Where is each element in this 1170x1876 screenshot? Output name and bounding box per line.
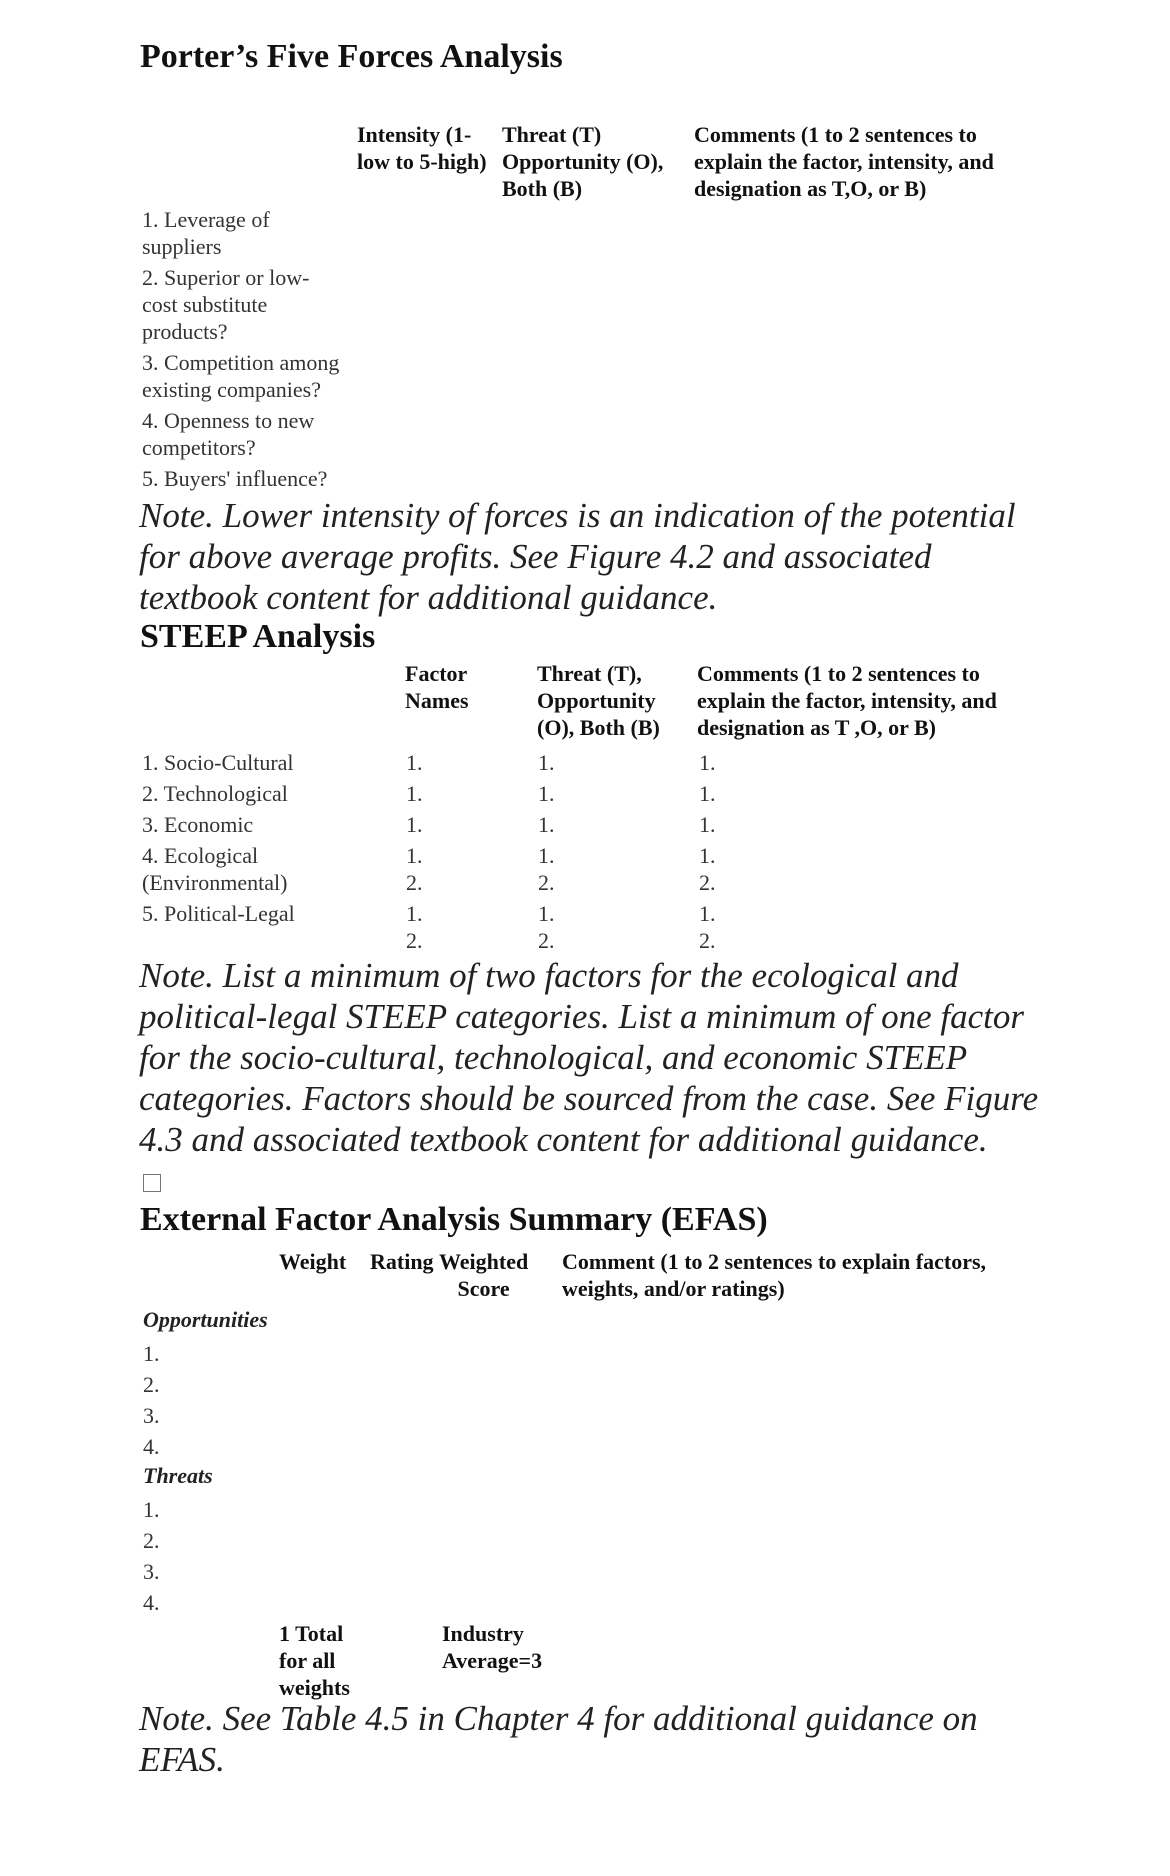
porter-col-threat: [502, 121, 663, 202]
steep-col-comments-line: explain the factor, intensity, and: [697, 688, 997, 713]
efas-threat-item: 3.: [143, 1559, 160, 1584]
efas-col-comment-line: Comment (1 to 2 sentences to explain factors,: [562, 1249, 987, 1274]
porter-title: Porter’s Five Forces Analysis: [140, 38, 563, 75]
steep-title: STEEP Analysis: [140, 618, 376, 655]
efas-note-line: Note. See Table 4.5 in Chapter 4 for additional guidance on: [139, 1699, 978, 1738]
efas-total-line: 1 Total: [279, 1621, 344, 1646]
steep-threat-item: 1.: [538, 843, 555, 868]
steep-factor-cell: [406, 900, 423, 954]
porter-note-line: textbook content for additional guidance.: [139, 578, 718, 617]
steep-comment-cell: [699, 900, 716, 954]
porter-col-comments-line: Comments (1 to 2 sentences to: [694, 122, 977, 147]
steep-row-label: [142, 842, 287, 896]
efas-industry-average: [442, 1620, 542, 1674]
efas-threats-label: Threats: [143, 1463, 213, 1488]
efas-threat-item: 1.: [143, 1497, 160, 1522]
efas-threat-item: 2.: [143, 1528, 160, 1553]
porter-row-label: 5. Buyers' influence?: [142, 466, 328, 491]
porter-row: [142, 407, 314, 461]
efas-col-weight: Weight: [279, 1249, 347, 1274]
porter-col-threat-line: Threat (T): [502, 122, 602, 147]
efas-col-weighted-line: Score: [457, 1276, 510, 1301]
porter-row: [142, 264, 309, 345]
steep-threat-item: 2.: [538, 870, 555, 895]
steep-factor-item: 1.: [406, 843, 423, 868]
porter-row-label: cost substitute: [142, 292, 268, 317]
steep-row-label: 2. Technological: [142, 781, 288, 806]
porter-col-comments-line: explain the factor, intensity, and: [694, 149, 994, 174]
porter-col-comments-line: designation as T,O, or B): [694, 176, 927, 201]
checkbox[interactable]: [143, 1174, 161, 1192]
steep-col-factor-line: Names: [405, 688, 469, 713]
porter-row-label: products?: [142, 319, 228, 344]
steep-note-line: Note. List a minimum of two factors for the ecological and: [139, 956, 959, 995]
steep-note-line: political-legal STEEP categories. List a minimum of one factor: [139, 997, 1024, 1036]
steep-threat-cell: 1.: [538, 812, 555, 837]
steep-threat-cell: [538, 900, 555, 954]
steep-col-comments-line: designation as T ,O, or B): [697, 715, 937, 740]
steep-comment-item: 2.: [699, 928, 716, 953]
steep-col-threat-line: Opportunity: [537, 688, 656, 713]
efas-opportunity-item: 1.: [143, 1341, 160, 1366]
steep-threat-cell: 1.: [538, 750, 555, 775]
steep-comment-item: 1.: [699, 843, 716, 868]
steep-col-factor-line: Factor: [405, 661, 468, 686]
steep-comment-cell: 1.: [699, 750, 716, 775]
steep-col-comments-line: Comments (1 to 2 sentences to: [697, 661, 980, 686]
steep-row-label: 3. Economic: [142, 812, 254, 837]
porter-col-intensity: [357, 121, 487, 175]
porter-row-label: competitors?: [142, 435, 256, 460]
porter-row: [142, 349, 339, 403]
steep-comment-cell: [699, 842, 716, 896]
efas-opportunity-item: 2.: [143, 1372, 160, 1397]
steep-threat-item: 1.: [538, 901, 555, 926]
porter-col-comments: [694, 121, 994, 202]
porter-col-intensity-line: low to 5-high): [357, 149, 487, 174]
efas-title: External Factor Analysis Summary (EFAS): [140, 1201, 768, 1238]
porter-row-label: 4. Openness to new: [142, 408, 315, 433]
steep-col-threat: [537, 660, 660, 741]
steep-note: [139, 955, 1038, 1160]
efas-opportunity-item: 3.: [143, 1403, 160, 1428]
steep-factor-item: 1.: [406, 901, 423, 926]
steep-threat-cell: [538, 842, 555, 896]
porter-row: [142, 465, 327, 492]
porter-note: [139, 495, 1016, 618]
porter-note-line: Note. Lower intensity of forces is an indication of the potential: [139, 496, 1016, 535]
efas-total-line: weights: [279, 1675, 350, 1700]
porter-row-label: 1. Leverage of: [142, 207, 270, 232]
steep-col-comments: [697, 660, 997, 741]
efas-threats-list: [143, 1494, 160, 1618]
steep-note-line: for the socio-cultural, technological, and economic STEEP: [139, 1038, 968, 1077]
porter-row-label: 2. Superior or low-: [142, 265, 310, 290]
porter-col-intensity-line: Intensity (1-: [357, 122, 472, 147]
steep-comment-cell: 1.: [699, 781, 716, 806]
efas-threat-item: 4.: [143, 1590, 160, 1615]
steep-note-line: 4.3 and associated textbook content for additional guidance.: [139, 1120, 988, 1159]
efas-opportunity-item: 4.: [143, 1434, 160, 1459]
steep-row-label-line: (Environmental): [142, 870, 288, 895]
efas-col-weighted-line: Weighted: [439, 1249, 529, 1274]
efas-industry-line: Industry: [442, 1621, 524, 1646]
efas-note-line: EFAS.: [139, 1740, 225, 1779]
steep-row-label-line: 4. Ecological: [142, 843, 259, 868]
porter-row: [142, 206, 270, 260]
steep-row-label: 1. Socio-Cultural: [142, 750, 294, 775]
steep-col-threat-line: Threat (T),: [537, 661, 642, 686]
porter-col-threat-line: Both (B): [502, 176, 583, 201]
efas-opportunities-label: Opportunities: [143, 1307, 268, 1332]
steep-factor-item: 2.: [406, 870, 423, 895]
efas-col-comment-line: weights, and/or ratings): [562, 1276, 785, 1301]
steep-col-factor: [405, 660, 469, 714]
efas-col-weighted-score: [439, 1248, 528, 1302]
efas-industry-line: Average=3: [442, 1648, 543, 1673]
steep-factor-cell: 1.: [406, 750, 423, 775]
steep-factor-cell: 1.: [406, 781, 423, 806]
efas-col-rating: Rating: [370, 1249, 434, 1274]
steep-factor-cell: [406, 842, 423, 896]
efas-opportunities-list: [143, 1338, 160, 1462]
porter-row-label: suppliers: [142, 234, 222, 259]
steep-factor-cell: 1.: [406, 812, 423, 837]
porter-row-label: 3. Competition among: [142, 350, 340, 375]
steep-note-line: categories. Factors should be sourced from the case. See Figure: [139, 1079, 1039, 1118]
efas-total-weights: [279, 1620, 350, 1701]
efas-total-line: for all: [279, 1648, 336, 1673]
porter-row-label: existing companies?: [142, 377, 322, 402]
efas-col-comment: [562, 1248, 986, 1302]
steep-threat-cell: 1.: [538, 781, 555, 806]
porter-note-line: for above average profits. See Figure 4.2 and associated: [139, 537, 932, 576]
steep-comment-item: 2.: [699, 870, 716, 895]
steep-col-threat-line: (O), Both (B): [537, 715, 660, 740]
porter-col-threat-line: Opportunity (O),: [502, 149, 664, 174]
steep-threat-item: 2.: [538, 928, 555, 953]
steep-factor-item: 2.: [406, 928, 423, 953]
steep-comment-cell: 1.: [699, 812, 716, 837]
efas-note: [139, 1698, 978, 1780]
steep-row-label: 5. Political-Legal: [142, 901, 295, 926]
steep-comment-item: 1.: [699, 901, 716, 926]
